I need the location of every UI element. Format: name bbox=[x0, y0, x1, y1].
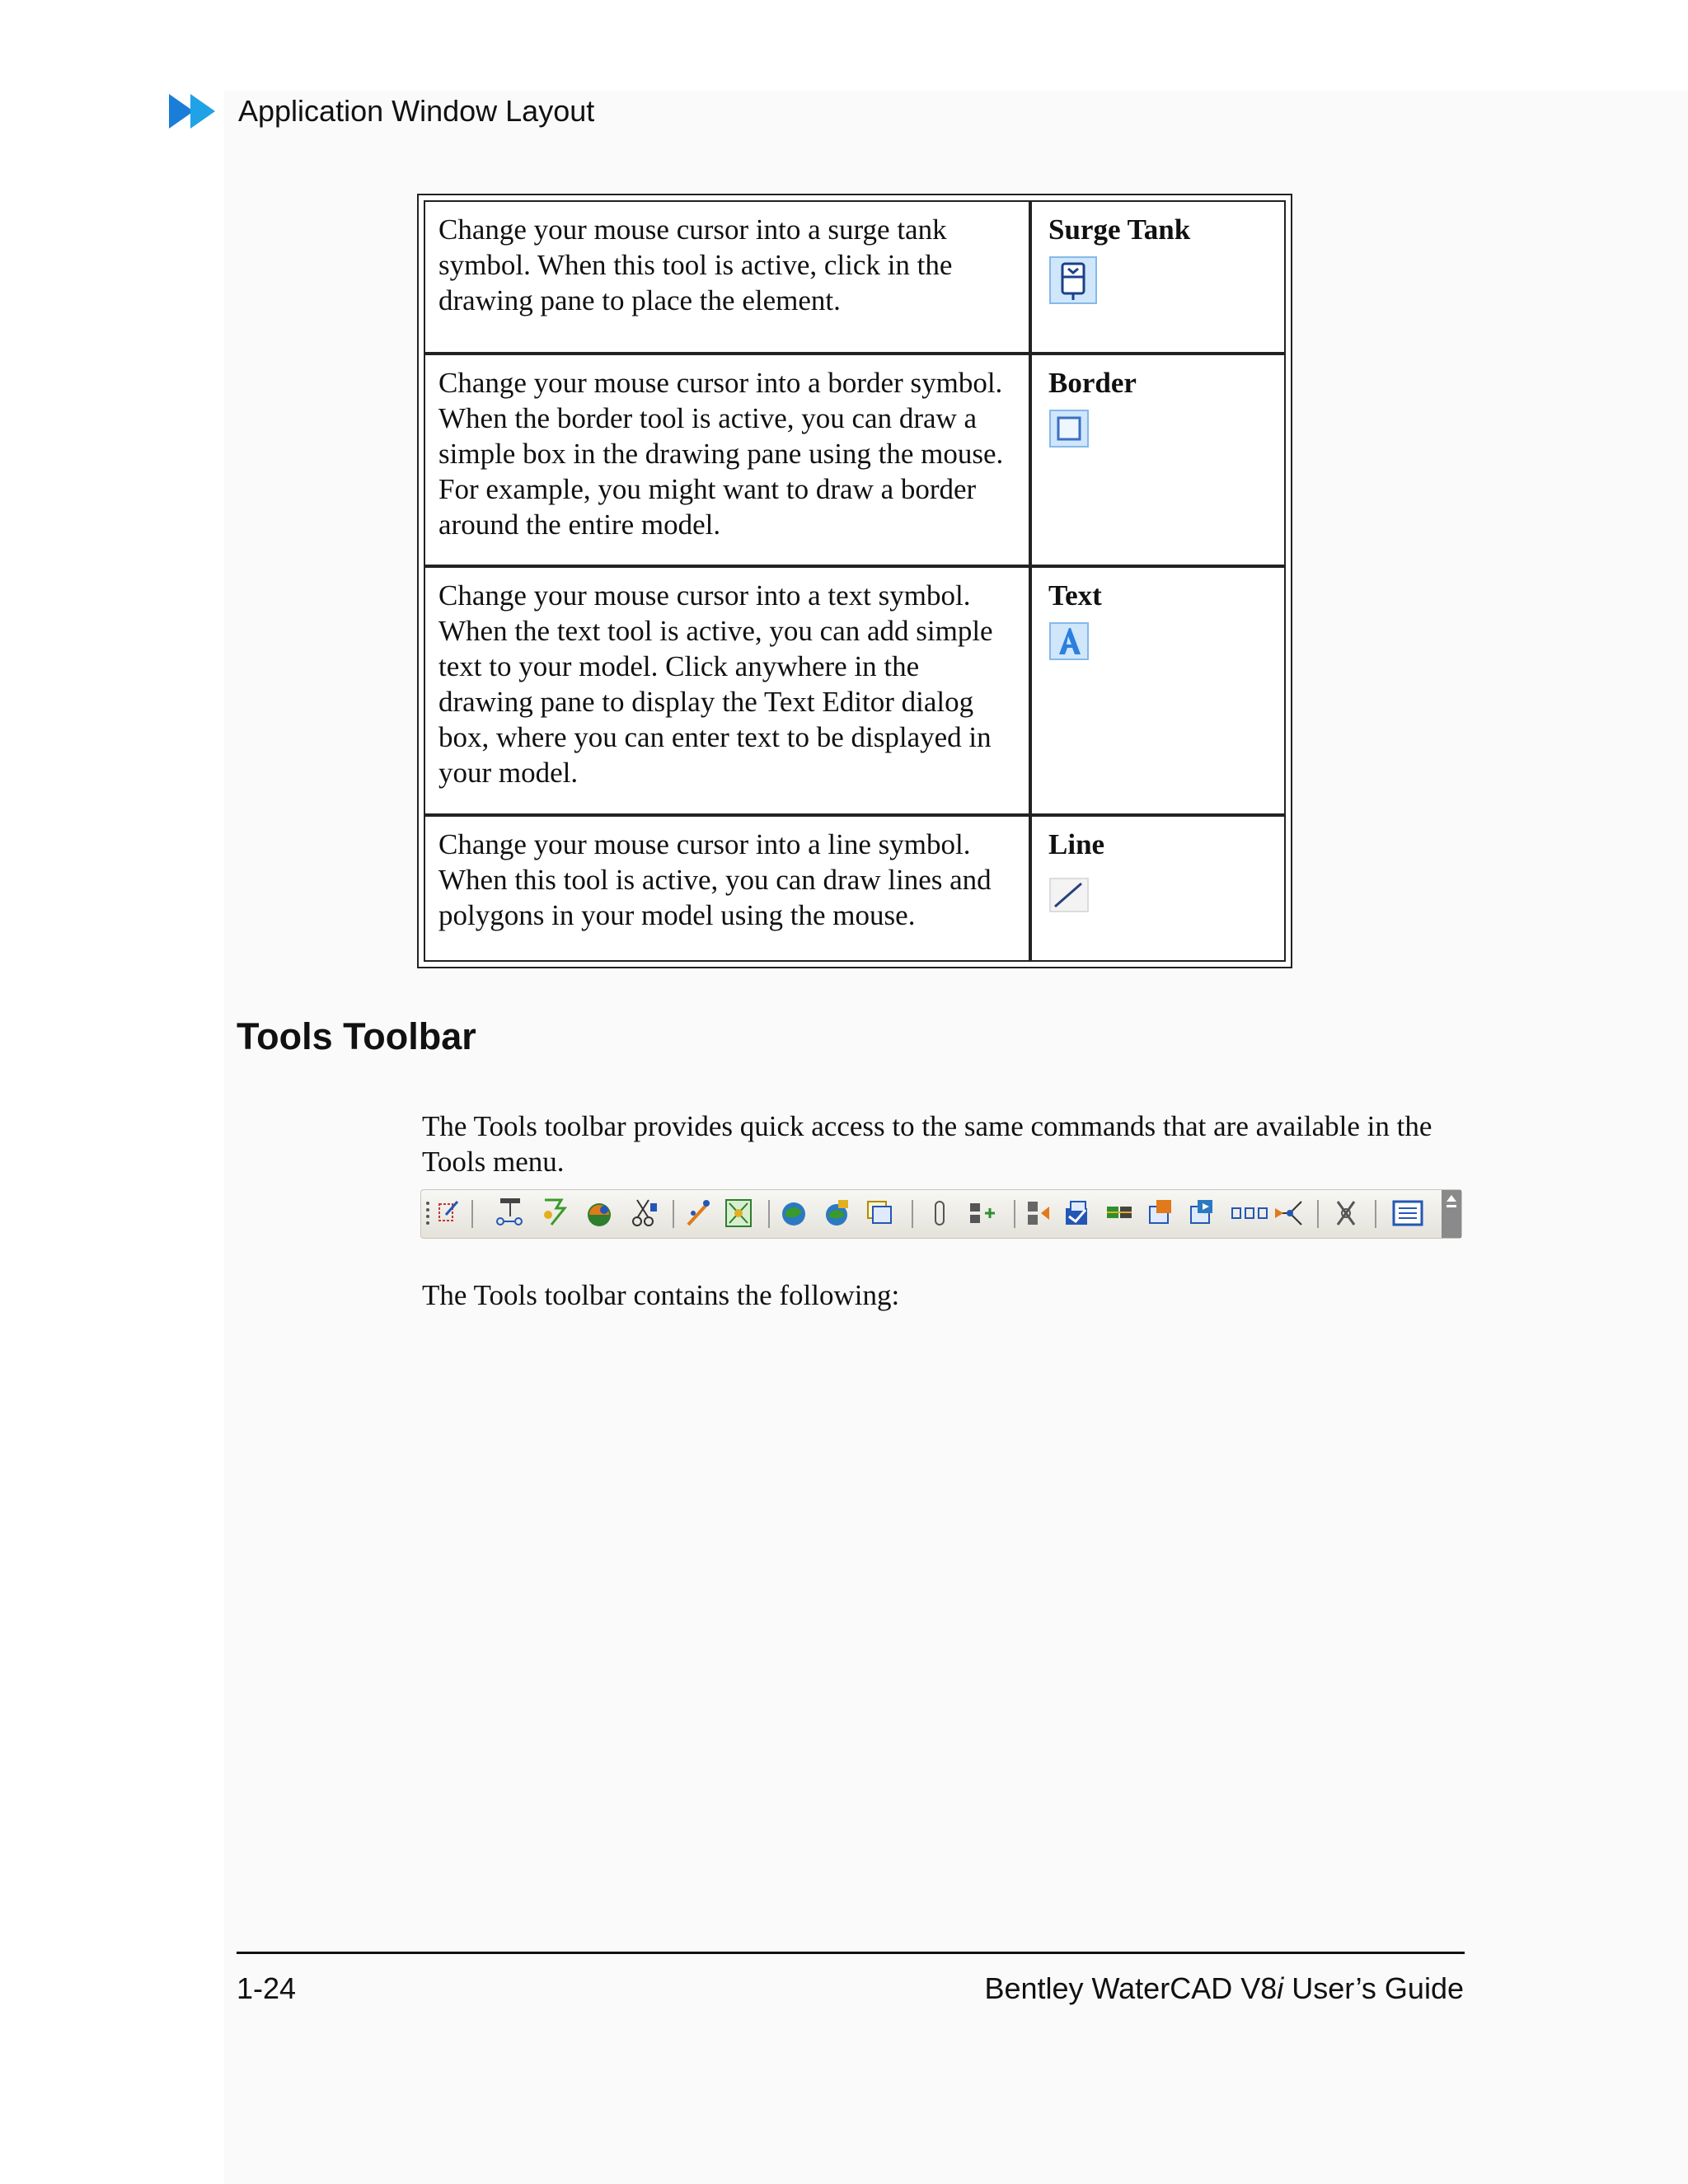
tool-name: Border bbox=[1048, 367, 1137, 399]
flushing-icon[interactable] bbox=[588, 1203, 611, 1226]
page-number: 1-24 bbox=[237, 1971, 297, 2005]
scenario-icon[interactable] bbox=[1150, 1200, 1171, 1223]
table-row bbox=[424, 566, 1286, 815]
guide-title bbox=[984, 1971, 1464, 2006]
contains-paragraph: The Tools toolbar contains the following: bbox=[422, 1279, 900, 1311]
row-description: Change your mouse cursor into a text symbol. When the text tool is active, you can add simple text to your model. Click anywhere in the drawing pane to display the Text Editor dialog box, where you can enter text to be displayed in your model. bbox=[424, 566, 1030, 815]
row-name-cell bbox=[1030, 354, 1286, 566]
pressure-zone-icon[interactable] bbox=[544, 1200, 565, 1225]
merge-icon[interactable] bbox=[1232, 1208, 1267, 1218]
morph-icon[interactable] bbox=[1107, 1207, 1132, 1218]
row-name-cell bbox=[1030, 200, 1286, 354]
row-name-cell bbox=[1030, 566, 1286, 815]
disconnect-icon[interactable] bbox=[1338, 1202, 1354, 1225]
tool-name: Surge Tank bbox=[1048, 213, 1191, 246]
alternative-icon[interactable] bbox=[1191, 1200, 1212, 1223]
tools-table bbox=[417, 194, 1292, 968]
line-icon bbox=[1048, 877, 1091, 913]
row-description: Change your mouse cursor into a surge tank symbol. When this tool is active, click in the drawing pane to place the element. bbox=[424, 200, 1030, 354]
border-icon bbox=[1048, 409, 1091, 448]
text-icon bbox=[1048, 621, 1091, 661]
double-chevron-right-icon bbox=[169, 92, 222, 130]
trim-network-icon[interactable] bbox=[633, 1200, 657, 1226]
tools-toolbar bbox=[420, 1189, 1462, 1239]
section-heading: Tools Toolbar bbox=[237, 1015, 476, 1057]
batch-run-icon[interactable] bbox=[1066, 1202, 1087, 1225]
add-element-icon[interactable] bbox=[970, 1203, 995, 1223]
intro-paragraph: The Tools toolbar provides quick access to the same commands that are available in the Tools menu. bbox=[422, 1110, 1432, 1178]
table-row bbox=[424, 200, 1286, 354]
surge-tank-icon bbox=[1048, 255, 1100, 307]
options-icon[interactable] bbox=[1394, 1202, 1422, 1225]
gis-icon[interactable] bbox=[826, 1200, 848, 1226]
guide-title-italic: i bbox=[1277, 1971, 1284, 2005]
running-header bbox=[169, 82, 594, 140]
row-description: Change your mouse cursor into a line symbol. When this tool is active, you can draw lines and polygons in your model using the mouse. bbox=[424, 815, 1030, 962]
network-navigator-icon[interactable] bbox=[497, 1198, 522, 1225]
grip-handle-icon[interactable] bbox=[426, 1202, 429, 1225]
guide-title-suffix: User’s Guide bbox=[1283, 1971, 1464, 2005]
header-title: Application Window Layout bbox=[238, 94, 595, 128]
table-row bbox=[424, 354, 1286, 566]
split-icon[interactable] bbox=[1028, 1202, 1049, 1225]
row-name-cell bbox=[1030, 815, 1286, 962]
guide-title-prefix: Bentley WaterCAD V8 bbox=[984, 1971, 1278, 2005]
attach-icon[interactable] bbox=[935, 1202, 944, 1225]
connect-icon[interactable] bbox=[1275, 1202, 1301, 1225]
table-row bbox=[424, 815, 1286, 962]
toolbar-overflow-button[interactable] bbox=[1442, 1190, 1461, 1238]
trex-icon[interactable] bbox=[782, 1202, 805, 1226]
tool-name: Text bbox=[1048, 579, 1102, 612]
active-topology-icon[interactable] bbox=[439, 1202, 457, 1221]
toolbar-graphic bbox=[421, 1190, 1461, 1238]
skelebrator-icon[interactable] bbox=[688, 1200, 710, 1225]
row-description: Change your mouse cursor into a border symbol. When the border tool is active, you can draw a simple box in the drawing pane using the mouse. For example, you might want to draw a border around the entire model. bbox=[424, 354, 1030, 566]
footer-rule bbox=[237, 1952, 1465, 1954]
modelbuilder-icon[interactable] bbox=[726, 1200, 751, 1226]
layout-icon[interactable] bbox=[868, 1202, 891, 1223]
tool-name: Line bbox=[1048, 828, 1105, 860]
